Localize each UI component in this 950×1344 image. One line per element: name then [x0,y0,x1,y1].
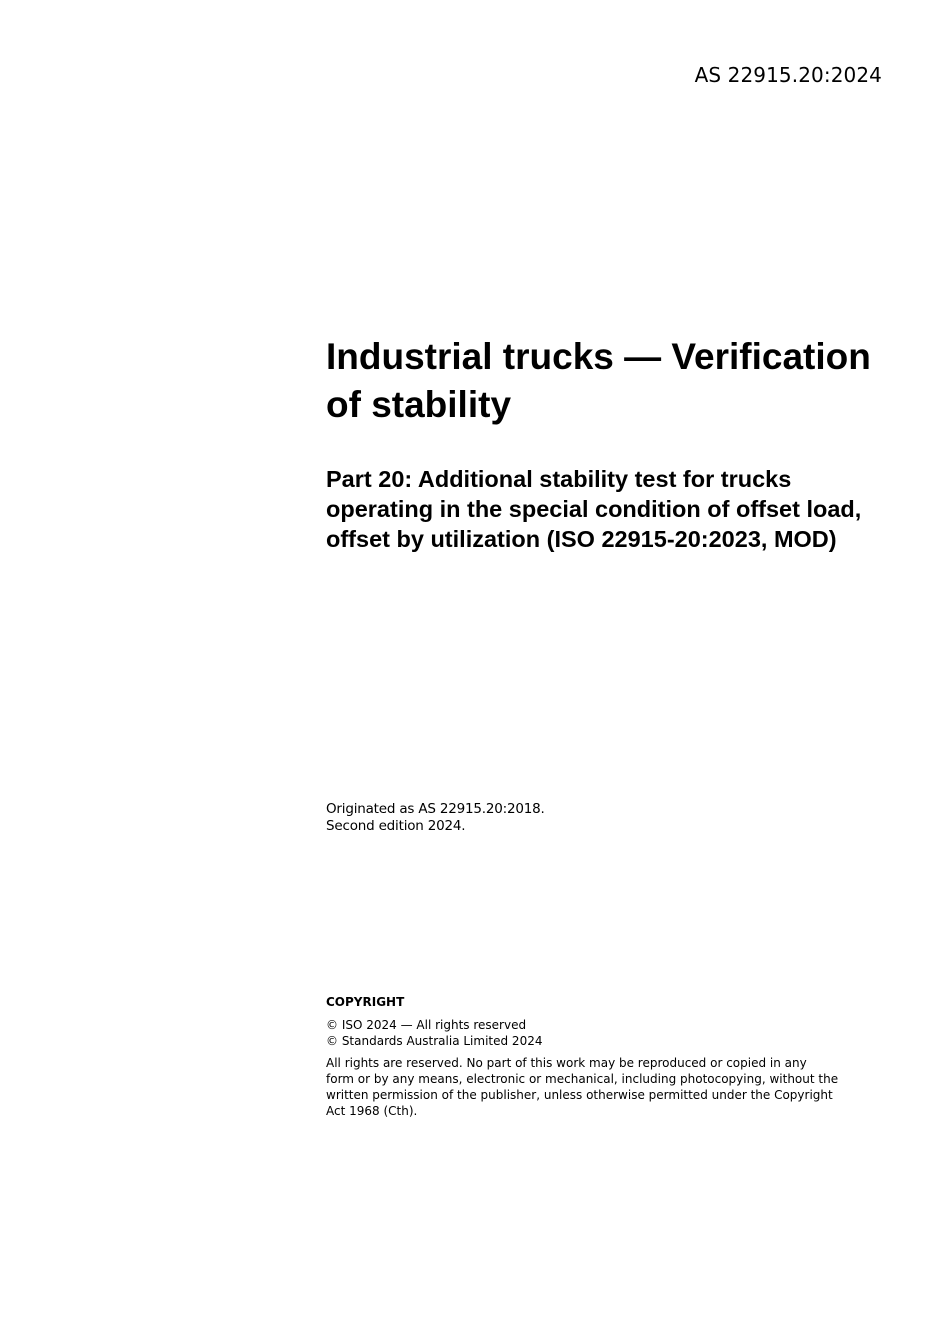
origin-block [326,801,545,835]
iso-copyright-line: © ISO 2024 — All rights reserved [326,1018,527,1032]
subtitle-line-1: Part 20: Additional stability test for trucks [326,466,792,492]
title-block [326,333,896,554]
rights-statement [326,1055,851,1119]
rights-line-4: Act 1968 (Cth). [326,1104,418,1118]
document-subtitle [326,464,886,554]
copyright-heading: COPYRIGHT [326,995,405,1009]
subtitle-line-2: operating in the special condition of offset load, [326,496,862,522]
title-line-2: of stability [326,384,512,425]
copyright-block [326,994,856,1119]
document-title [326,333,896,429]
rights-line-3: written permission of the publisher, unless otherwise permitted under the Copyright [326,1088,833,1102]
rights-line-2: form or by any means, electronic or mechanical, including photocopying, without the [326,1072,839,1086]
standard-number: AS 22915.20:2024 [694,63,882,87]
rights-line-1: All rights are reserved. No part of this work may be reproduced or copied in any [326,1056,807,1070]
sa-copyright-line: © Standards Australia Limited 2024 [326,1034,543,1048]
edition-text: Second edition 2024. [326,818,466,834]
originated-text: Originated as AS 22915.20:2018. [326,801,545,817]
title-line-1: Industrial trucks — Verification [326,336,871,377]
subtitle-line-3: offset by utilization (ISO 22915-20:2023, MOD) [326,526,837,552]
